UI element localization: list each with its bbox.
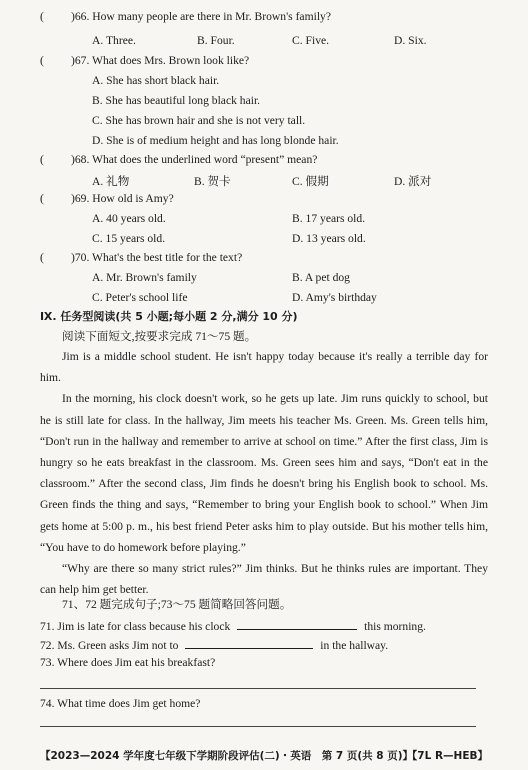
option-a: A. She has short black hair. <box>92 74 220 87</box>
question-74: 74. What time does Jim get home? <box>40 697 201 710</box>
option-a: A. Mr. Brown's family <box>92 271 197 284</box>
answer-bracket: ( <box>40 54 44 67</box>
answer-line[interactable] <box>40 688 476 689</box>
option-b: B. 贺卡 <box>194 175 231 188</box>
option-d: D. Amy's birthday <box>292 291 377 304</box>
option-d: D. Six. <box>394 34 427 47</box>
question-text-end: in the hallway. <box>320 639 389 652</box>
option-b: B. She has beautiful long black hair. <box>92 94 261 107</box>
option-a: A. 礼物 <box>92 175 130 188</box>
answer-bracket: ( <box>40 192 44 205</box>
answer-blank[interactable] <box>237 618 357 630</box>
section-instruction: 阅读下面短文,按要求完成 71～75 题。 <box>62 330 257 343</box>
question-text: 72. Ms. Green asks Jim not to <box>40 639 179 652</box>
task-instruction: 71、72 题完成句子;73～75 题简略回答问题。 <box>62 598 292 611</box>
question-text: )69. How old is Amy? <box>71 192 174 205</box>
page-footer <box>40 748 488 763</box>
question-text: )68. What does the underlined word “present” mean? <box>71 153 318 166</box>
question-text: )67. What does Mrs. Brown look like? <box>71 54 250 67</box>
answer-bracket: ( <box>40 10 44 23</box>
answer-blank[interactable] <box>185 637 313 649</box>
passage-paragraph: In the morning, his clock doesn't work, so he gets up late. Jim runs quickly to school, but he is still late for class. In the hallway, Jim meets his teacher Ms. Green. Ms. Green tells him, “Don't run in the hallway and remember to arrive at school on time.” After the first class, Jim is hungry so he eats breakfast in the classroom. Ms. Green sees him and says, “Don't eat in the classroom.” After the second class, Jim finds he doesn't bring his English book to school. Ms. Green finds the thing and says, “Remember to bring your English book to school.” When Jim gets home at 5:00 p. m., his best friend Peter asks him to play outside. But his mother tells him, “You have to do homework before playing.” <box>40 392 488 554</box>
question-71 <box>40 618 426 634</box>
answer-line[interactable] <box>40 726 476 727</box>
option-d: D. 派对 <box>394 175 432 188</box>
option-c: C. Peter's school life <box>92 291 188 304</box>
answer-bracket: ( <box>40 251 44 264</box>
question-text-end: this morning. <box>364 620 426 633</box>
option-b: B. 17 years old. <box>292 212 366 225</box>
option-d: D. She is of medium height and has long blonde hair. <box>92 134 339 147</box>
option-c: C. Five. <box>292 34 330 47</box>
option-c: C. 15 years old. <box>92 232 166 245</box>
option-d: D. 13 years old. <box>292 232 366 245</box>
footer-code: 【7L R—HEB】 <box>406 750 488 762</box>
option-b: B. Four. <box>197 34 235 47</box>
passage-paragraph: Jim is a middle school student. He isn't happy today because it's really a terrible day for him. <box>40 350 488 385</box>
section-title: Ⅸ. 任务型阅读(共 5 小题;每小题 2 分,满分 10 分) <box>40 310 298 323</box>
answer-bracket: ( <box>40 153 44 166</box>
question-72 <box>40 637 388 653</box>
passage-paragraph: “Why are there so many strict rules?” Jim thinks. But he thinks rules are important. They can help him get better. <box>40 562 488 597</box>
option-b: B. A pet dog <box>292 271 350 284</box>
question-text: 71. Jim is late for class because his clock <box>40 620 231 633</box>
footer-exam-info: 【2023—2024 学年度七年级下学期阶段评估(二)・英语 第 7 页(共 8 页)】 <box>40 750 414 762</box>
reading-passage <box>40 346 488 600</box>
question-73: 73. Where does Jim eat his breakfast? <box>40 656 216 669</box>
question-text: )66. How many people are there in Mr. Brown's family? <box>71 10 331 23</box>
option-a: A. 40 years old. <box>92 212 166 225</box>
question-text: )70. What's the best title for the text? <box>71 251 243 264</box>
option-c: C. 假期 <box>292 175 329 188</box>
option-c: C. She has brown hair and she is not very tall. <box>92 114 306 127</box>
option-a: A. Three. <box>92 34 136 47</box>
